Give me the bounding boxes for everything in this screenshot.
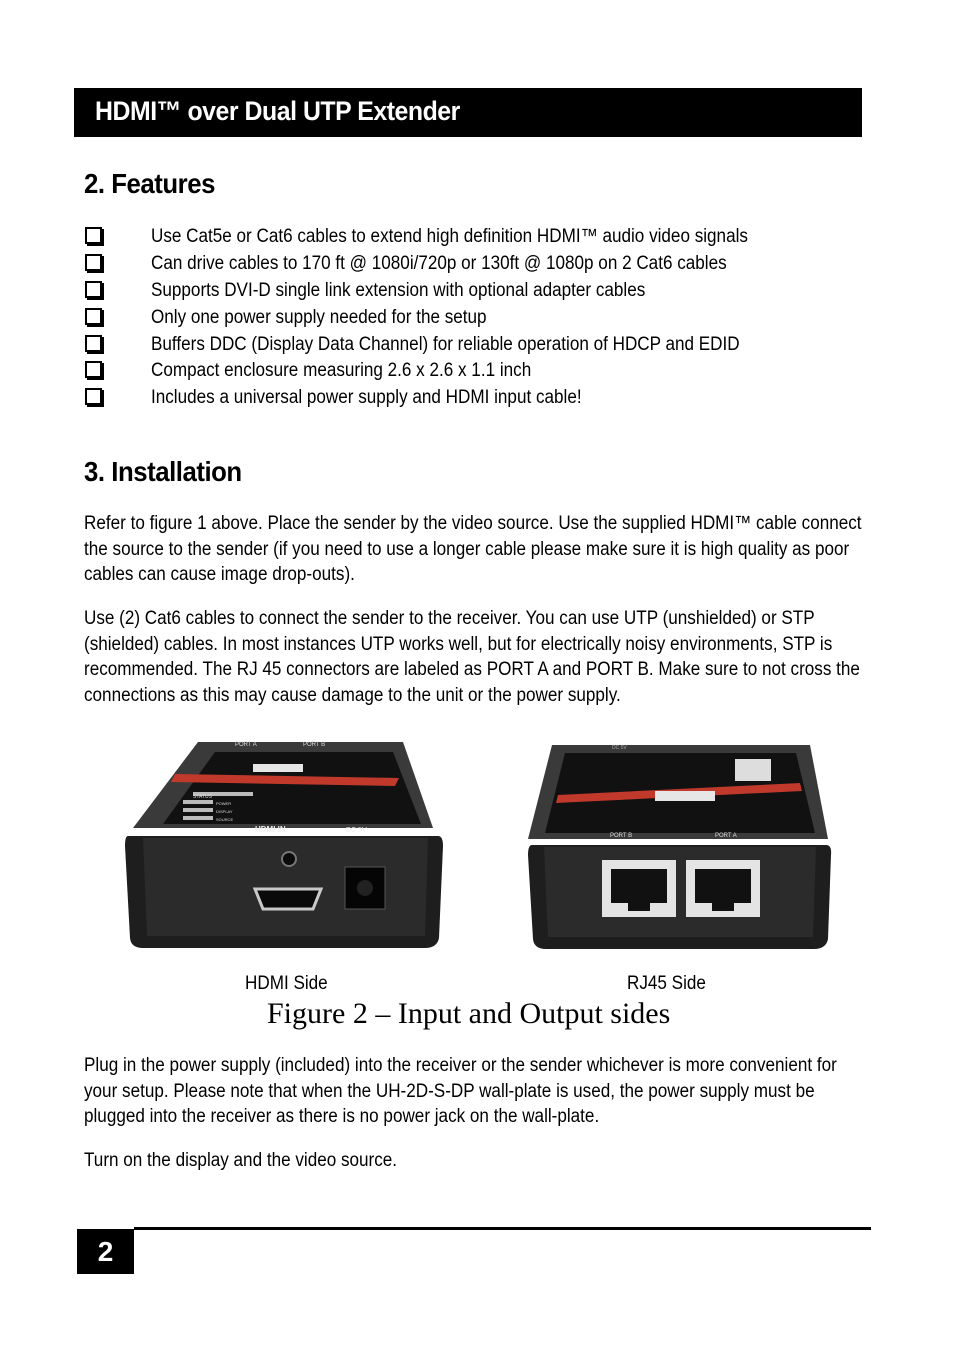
- status-label: STATUS: [193, 794, 212, 800]
- port-a-label: PORT A: [235, 742, 257, 748]
- rj45-side-caption: RJ45 Side: [627, 973, 706, 994]
- led-label: POWER: [216, 801, 232, 806]
- rj45-side-photo: [510, 729, 846, 972]
- hdmi-port-icon: [255, 889, 321, 909]
- checkbox-icon: [85, 388, 102, 405]
- page-number: 2: [77, 1229, 134, 1274]
- led-label: SOURCE: [216, 817, 234, 822]
- installation-paragraph-4: Turn on the display and the video source.: [84, 1150, 398, 1171]
- hdmi-side-device-image: [103, 726, 466, 969]
- rj45-side-device-image: [510, 729, 846, 972]
- footer-rule: [134, 1227, 871, 1230]
- features-heading: 2. Features: [84, 168, 215, 199]
- installation-paragraph-1: Refer to figure 1 above. Place the sender by the video source. Use the supplied HDMI™ cable connect the source to the sender (if you need to use a longer cable please make sure it is high quality as poor cables can cause image drop-outs).: [84, 513, 862, 585]
- checkbox-icon: [85, 361, 102, 378]
- dc-5v-label: DC 5V: [612, 745, 627, 751]
- port-a-label: PORT A: [715, 833, 737, 839]
- header-bar: [74, 88, 862, 137]
- installation-heading: 3. Installation: [84, 456, 242, 487]
- port-b-label: PORT B: [610, 833, 633, 839]
- hdmi-in-label: HDMI IN: [255, 825, 286, 834]
- document-title: HDMI™ over Dual UTP Extender: [95, 96, 460, 126]
- checkbox-icon: [85, 254, 102, 271]
- led-label: DISPLAY: [216, 809, 233, 814]
- checkbox-icon: [85, 281, 102, 298]
- checkbox-icon: [85, 308, 102, 325]
- hdmi-side-caption: HDMI Side: [245, 973, 328, 994]
- dc-5v-label: DC 5V: [346, 827, 367, 834]
- hdmi-side-photo: [103, 726, 466, 969]
- checkbox-icon: [85, 227, 102, 244]
- installation-paragraph-2: Use (2) Cat6 cables to connect the sender to the receiver. You can use UTP (unshielded) or STP (shielded) cables. In most instances UTP works well, but for electrically noisy environments, STP is recommended. The RJ 45 connectors are labeled as PORT A and PORT B. Make sure to not cross the connections as this may cause damage to the unit or the power supply.: [84, 608, 860, 706]
- figure-title: Figure 2 – Input and Output sides: [267, 997, 671, 1030]
- checkbox-icon: [85, 335, 102, 352]
- port-b-label: PORT B: [303, 742, 326, 748]
- installation-paragraph-3: Plug in the power supply (included) into the receiver or the sender whichever is more convenient for your setup. Please note that when the UH-2D-S-DP wall-plate is used, the power supply must be plugged into the receiver as there is no power jack on the wall-plate.: [84, 1055, 837, 1127]
